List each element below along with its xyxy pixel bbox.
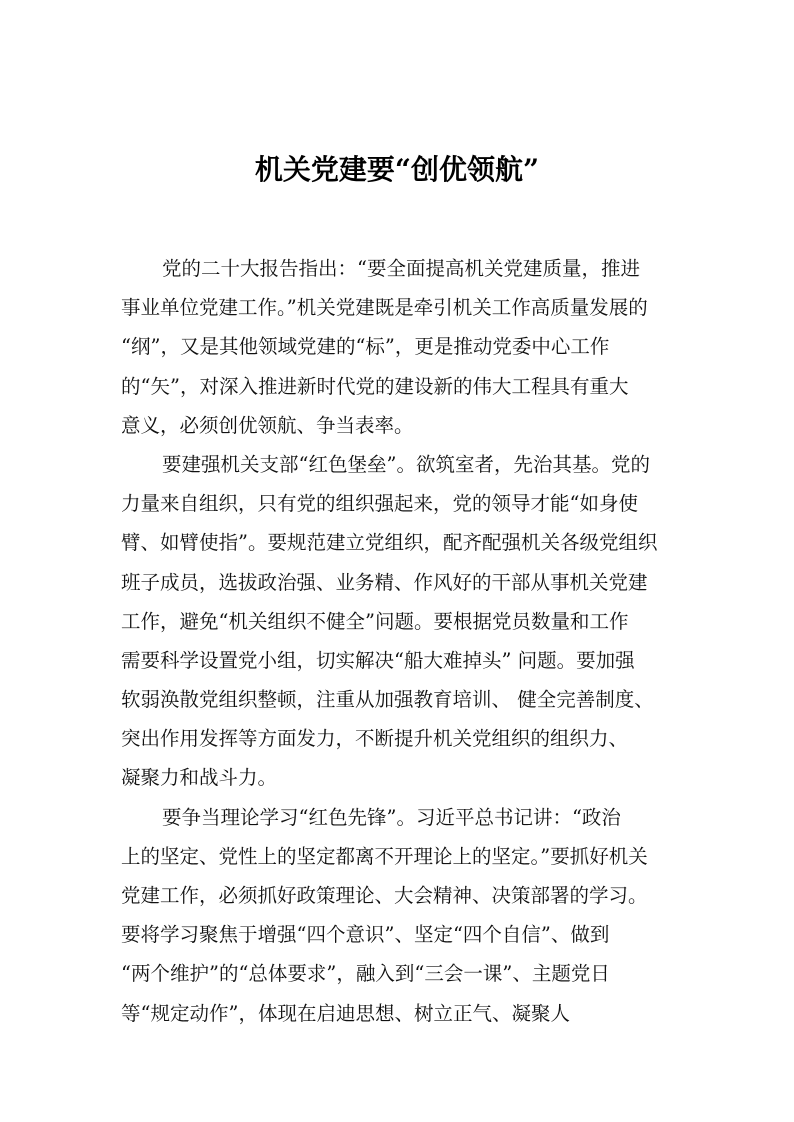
- paragraph-2-line-8: 突出作用发挥等方面发力，不断提升机关党组织的组织力、: [121, 727, 629, 751]
- paragraph-3-line-3: 党建工作，必须抓好政策理论、大会精神、决策部署的学习。: [121, 884, 648, 907]
- paragraph-1-line-4: 的“矢”，对深入推进新时代党的建设新的伟大工程具有重大: [121, 374, 629, 398]
- paragraph-2-line-6: 需要科学设置党小组，切实解决“船大难掉头” 问题。要加强: [121, 648, 635, 672]
- paragraph-2-line-5: 工作，避免“机关组织不健全”问题。要根据党员数量和工作: [121, 609, 629, 633]
- paragraph-3-line-4: 要将学习聚焦于增强“四个意识”、坚定“四个自信”、做到: [121, 923, 610, 947]
- paragraph-3-line-6: 等“规定动作”，体现在启迪思想、树立正气、凝聚人: [121, 1001, 570, 1025]
- paragraph-2-line-9: 凝聚力和战斗力。: [121, 766, 278, 790]
- paragraph-1-line-1: 党的二十大报告指出：“要全面提高机关党建质量，推进: [162, 257, 640, 280]
- paragraph-2-line-4: 班子成员，选拔政治强、业务精、作风好的干部从事机关党建: [121, 570, 648, 594]
- paragraph-1-line-2: 事业单位党建工作。”机关党建既是牵引机关工作高质量发展的: [121, 296, 648, 320]
- document-title: 机关党建要“创优领航”: [254, 153, 540, 186]
- paragraph-3-line-5: “两个维护”的“总体要求”，融入到“三会一课”、主题党日: [121, 962, 610, 986]
- paragraph-1-line-5: 意义，必须创优领航、争当表率。: [121, 413, 414, 437]
- paragraph-2-line-7: 软弱涣散党组织整顿，注重从加强教育培训、 健全完善制度、: [121, 688, 654, 712]
- paragraph-2-line-2: 力量来自组织，只有党的组织强起来，党的领导才能“如身使: [121, 492, 638, 516]
- document-body: [121, 249, 691, 1033]
- paragraph-3-line-1: 要争当理论学习“红色先锋”。习近平总书记讲：“政治: [162, 805, 621, 829]
- paragraph-3-line-2: 上的坚定、党性上的坚定都离不开理论上的坚定。”要抓好机关: [121, 844, 648, 868]
- paragraph-2-line-3: 臂、如臂使指”。要规范建立党组织，配齐配强机关各级党组织: [121, 531, 658, 555]
- paragraph-2-line-1: 要建强机关支部“红色堡垒”。欲筑室者，先治其基。党的: [162, 452, 650, 476]
- paragraph-1-line-3: “纲”，又是其他领域党建的“标”，更是推动党委中心工作: [121, 335, 610, 359]
